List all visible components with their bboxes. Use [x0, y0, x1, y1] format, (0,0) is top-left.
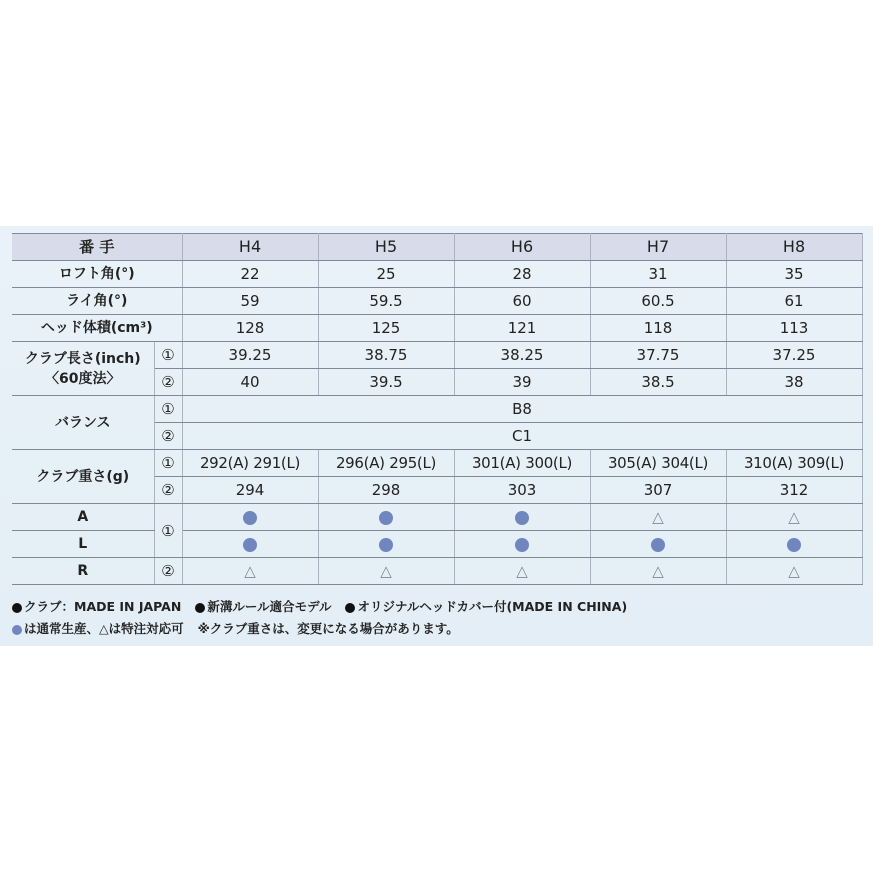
- volume-label: ヘッド体積(cm³): [12, 315, 182, 342]
- balance-mark-2: ②: [154, 423, 182, 450]
- length1-h5: 38.75: [318, 342, 454, 369]
- flex-row-r: [12, 558, 862, 585]
- weight2-h5: 298: [318, 477, 454, 504]
- flex-row-l: [12, 531, 862, 558]
- note-made-in-japan: クラブ：MADE IN JAPAN: [24, 599, 182, 614]
- loft-h4: 22: [182, 261, 318, 288]
- filled-circle-icon: [787, 538, 801, 552]
- balance-mark-1: ①: [154, 396, 182, 423]
- weight1-h5: 296(A) 295(L): [318, 450, 454, 477]
- flex-r-h7: [590, 558, 726, 585]
- flex-mark-2: ②: [154, 558, 182, 585]
- filled-circle-icon: [379, 511, 393, 525]
- loft-h8: 35: [726, 261, 862, 288]
- weight-label: クラブ重さ(g): [12, 450, 154, 504]
- length1-h4: 39.25: [182, 342, 318, 369]
- balance-label: バランス: [12, 396, 154, 450]
- flex-label-l: L: [12, 531, 154, 558]
- weight2-h7: 307: [590, 477, 726, 504]
- flex-r-h6: [454, 558, 590, 585]
- flex-row-a: [12, 504, 862, 531]
- weight-mark-1: ①: [154, 450, 182, 477]
- black-dot-icon: [12, 603, 22, 613]
- length2-h5: 39.5: [318, 369, 454, 396]
- filled-circle-icon: [515, 511, 529, 525]
- triangle-icon: △: [380, 562, 392, 580]
- lie-h7: 60.5: [590, 288, 726, 315]
- loft-row: [12, 261, 862, 288]
- header-col-h7: H7: [590, 234, 726, 261]
- lie-h8: 61: [726, 288, 862, 315]
- filled-circle-icon: [243, 511, 257, 525]
- length-mark-2: ②: [154, 369, 182, 396]
- loft-h5: 25: [318, 261, 454, 288]
- flex-l-h4: [182, 531, 318, 558]
- weight2-h8: 312: [726, 477, 862, 504]
- filled-circle-icon: [379, 538, 393, 552]
- volume-row: [12, 315, 862, 342]
- triangle-icon: △: [788, 508, 800, 526]
- triangle-icon: △: [788, 562, 800, 580]
- volume-h6: 121: [454, 315, 590, 342]
- length2-h7: 38.5: [590, 369, 726, 396]
- note-legend: は通常生産、△は特注対応可: [24, 621, 184, 636]
- filled-circle-icon: [515, 538, 529, 552]
- length-label-line1: クラブ長さ(inch): [24, 350, 141, 367]
- weight1-h8: 310(A) 309(L): [726, 450, 862, 477]
- flex-a-h5: [318, 504, 454, 531]
- lie-h5: 59.5: [318, 288, 454, 315]
- loft-label: ロフト角(°): [12, 261, 182, 288]
- footnote-line-1: [12, 596, 627, 618]
- length1-h8: 37.25: [726, 342, 862, 369]
- flex-l-h8: [726, 531, 862, 558]
- length1-h7: 37.75: [590, 342, 726, 369]
- flex-label-a: A: [12, 504, 154, 531]
- black-dot-icon: [195, 603, 205, 613]
- weight-mark-2: ②: [154, 477, 182, 504]
- note-head-cover: オリジナルヘッドカバー付(MADE IN CHINA): [357, 599, 628, 614]
- flex-label-r: R: [12, 558, 154, 585]
- header-col-h8: H8: [726, 234, 862, 261]
- flex-a-h8: [726, 504, 862, 531]
- weight1-h6: 301(A) 300(L): [454, 450, 590, 477]
- flex-l-h6: [454, 531, 590, 558]
- lie-h4: 59: [182, 288, 318, 315]
- loft-h6: 28: [454, 261, 590, 288]
- length-label: [12, 342, 154, 396]
- triangle-icon: △: [516, 562, 528, 580]
- flex-a-h6: [454, 504, 590, 531]
- header-col-h4: H4: [182, 234, 318, 261]
- loft-h7: 31: [590, 261, 726, 288]
- header-row: [12, 234, 862, 261]
- balance-row-1: [12, 396, 862, 423]
- header-label: 番 手: [12, 234, 182, 261]
- lie-row: [12, 288, 862, 315]
- footnote-line-2: [12, 618, 627, 640]
- volume-h4: 128: [182, 315, 318, 342]
- black-dot-icon: [345, 603, 355, 613]
- balance-value-2: C1: [182, 423, 862, 450]
- filled-circle-icon: [651, 538, 665, 552]
- weight2-h6: 303: [454, 477, 590, 504]
- volume-h8: 113: [726, 315, 862, 342]
- length2-h8: 38: [726, 369, 862, 396]
- filled-circle-icon: [243, 538, 257, 552]
- balance-value-1: B8: [182, 396, 862, 423]
- weight-row-1: [12, 450, 862, 477]
- flex-r-h4: [182, 558, 318, 585]
- length-mark-1: ①: [154, 342, 182, 369]
- flex-l-h5: [318, 531, 454, 558]
- volume-h5: 125: [318, 315, 454, 342]
- length2-h6: 39: [454, 369, 590, 396]
- length2-h4: 40: [182, 369, 318, 396]
- volume-h7: 118: [590, 315, 726, 342]
- flex-l-h7: [590, 531, 726, 558]
- length1-h6: 38.25: [454, 342, 590, 369]
- blue-dot-icon: [12, 625, 22, 635]
- triangle-icon: △: [244, 562, 256, 580]
- header-col-h5: H5: [318, 234, 454, 261]
- lie-label: ライ角(°): [12, 288, 182, 315]
- note-weight-change: ※クラブ重さは、変更になる場合があります。: [197, 621, 459, 636]
- length-label-line2: 〈60度法〉: [45, 370, 121, 387]
- triangle-icon: △: [652, 508, 664, 526]
- weight2-h4: 294: [182, 477, 318, 504]
- header-col-h6: H6: [454, 234, 590, 261]
- flex-a-h4: [182, 504, 318, 531]
- lie-h6: 60: [454, 288, 590, 315]
- triangle-icon: △: [652, 562, 664, 580]
- flex-mark-1: ①: [154, 504, 182, 558]
- weight1-h4: 292(A) 291(L): [182, 450, 318, 477]
- footnotes: [12, 596, 627, 640]
- flex-r-h5: [318, 558, 454, 585]
- weight1-h7: 305(A) 304(L): [590, 450, 726, 477]
- length-row-1: [12, 342, 862, 369]
- flex-r-h8: [726, 558, 862, 585]
- spec-table: [12, 233, 863, 585]
- flex-a-h7: [590, 504, 726, 531]
- note-groove-rule: 新溝ルール適合モデル: [207, 599, 332, 614]
